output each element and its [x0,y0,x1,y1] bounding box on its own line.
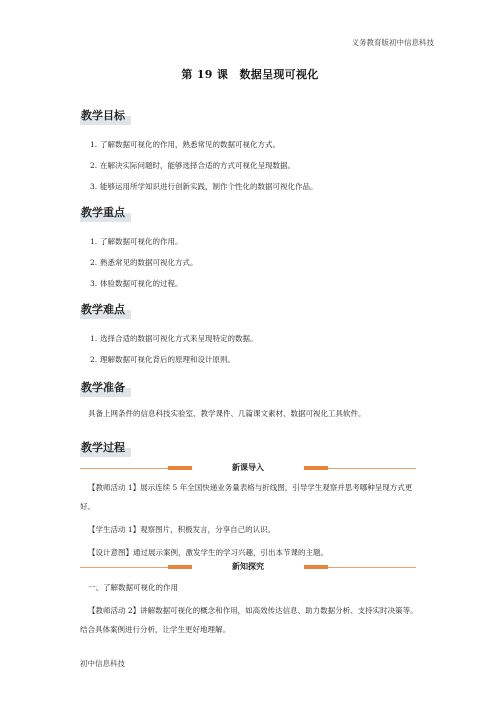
divider-intro [80,462,416,474]
list-item: 2. 理解数据可视化背后的原理和设计原则。 [90,355,235,364]
list-item: 2. 熟悉常见的数据可视化方式。 [90,258,198,267]
footer-subject: 初中信息科技 [80,659,125,668]
heading-difficulties: 教学难点 [80,300,131,318]
list-item: 1. 了解数据可视化的作用。 [90,237,183,246]
divider-intro-label: 新课导入 [232,463,264,472]
section-process [80,436,131,456]
new-subheading: 一、了解数据可视化的作用 [88,583,178,592]
intro-paragraph: 【设计意图】通过展示案例，激发学生的学习兴趣，引出本节课的主题。 [88,548,328,557]
section-key-points [80,201,198,294]
page-title: 第 19 课 数据呈现可视化 [181,68,319,81]
list-item: 3. 能够运用所学知识进行创新实践，制作个性化的数据可视化作品。 [90,182,318,191]
intro-body [80,478,425,562]
section-goals [80,104,318,197]
section-difficulties [80,298,258,370]
divider-new [80,561,416,573]
divider-new-label: 新知探究 [232,562,264,571]
list-item: 3. 体验数据可视化的过程。 [90,279,183,288]
goals-list [80,134,318,197]
list-item: 1. 了解数据可视化的作用，熟悉常见的数据可视化方式。 [90,140,280,149]
heading-process: 教学过程 [80,438,131,456]
heading-goals: 教学目标 [80,106,131,124]
preparation-text: 具备上网条件的信息科技实验室、教学课件、几篇课文素材、数据可视化工具软件。 [88,409,366,418]
header-publisher: 义务教育版初中信息科技 [351,38,434,47]
new-body [80,578,425,639]
intro-paragraph: 【学生活动 1】观察图片，积极发言，分享自己的认识。 [88,525,276,534]
intro-paragraph: 【教师活动 1】展示连续 5 年全国快递业务量表格与折线图，引导学生观察并思考哪种呈现方式更好。 [80,483,413,511]
list-item: 1. 选择合适的数据可视化方式来呈现特定的数据。 [90,334,258,343]
heading-key-points: 教学重点 [80,203,131,221]
list-item: 2. 在解决实际问题时，能够选择合适的方式可视化呈现数据。 [90,161,295,170]
new-paragraph: 【教师活动 2】讲解数据可视化的概念和作用，如高效传达信息、助力数据分析、支持实时决策等。结合具体案例进行分析，让学生更好地理解。 [80,606,418,634]
key-points-list [80,231,198,294]
difficulties-list [80,328,258,370]
section-preparation [80,376,366,424]
heading-preparation: 教学准备 [80,378,131,396]
